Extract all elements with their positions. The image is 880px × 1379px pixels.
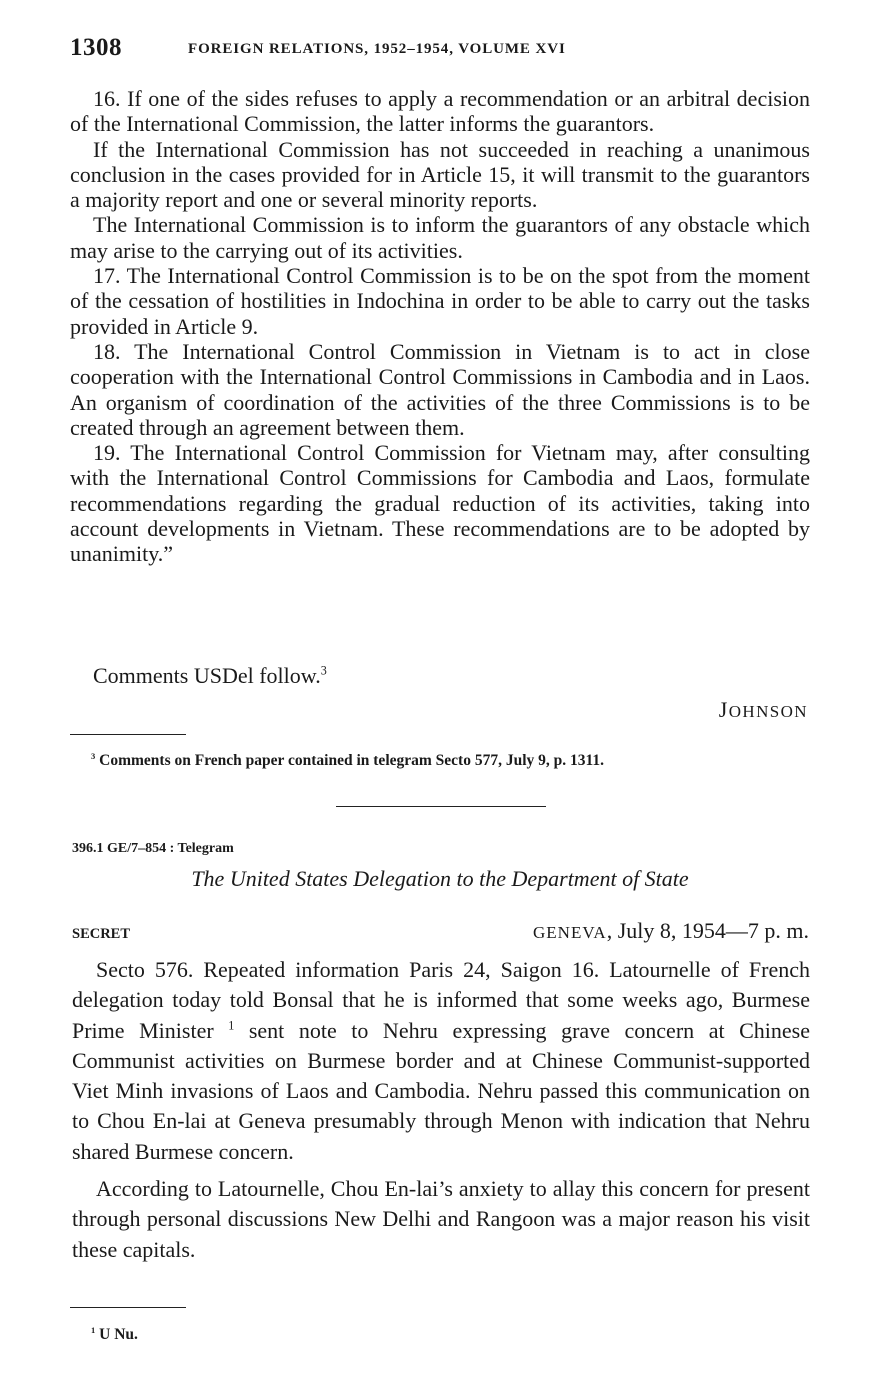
paragraph-16: 16. If one of the sides refuses to apply a recommendation or an arbitral decision of the International Commission, the latter informs the guarantors. [70, 86, 810, 137]
classification-label: SECRET [72, 926, 131, 942]
footnote-rule [70, 734, 186, 735]
footnote-3 [91, 752, 604, 770]
running-title: FOREIGN RELATIONS, 1952–1954, VOLUME XVI [188, 41, 566, 57]
paragraph-obstacle: The International Commission is to inform the guarantors of any obstacle which may arise to the carrying out of its activities. [70, 212, 810, 263]
page-number: 1308 [70, 34, 122, 61]
telegram-paragraph-1-end: sent note to Nehru expressing grave concern at Chinese Communist activities on Burmese border and at Chinese Communist-supported Viet Minh invasions of Laos and Cambodia. Nehru passed this communication on to Chou En-lai at Geneva presumably through Menon with indication that Nehru shared Burmese concern. [72, 1017, 811, 1164]
section-divider [336, 806, 546, 807]
footnote-3-text: Comments on French paper contained in telegram Secto 577, July 9, p. 1311. [99, 752, 605, 769]
paragraph-17: 17. The International Control Commission is to be on the spot from the moment of the cessation of hostilities in Indochina in order to be able to carry out the tasks provided in Article 9. [70, 263, 810, 339]
document-title: The United States Delegation to the Department of State [191, 866, 689, 891]
continued-text [70, 86, 810, 567]
footnote-ref-1: 1 [228, 1018, 235, 1033]
footnote-rule-2 [70, 1307, 186, 1308]
telegram-body [72, 955, 810, 1265]
footnote-ref-3: 3 [320, 663, 327, 678]
telegram-paragraph-1-start: Secto 576. Repeated information Paris 24, Saigon 16. Latournelle of French delegation today told Bonsal that he is informed that some weeks ago, Burmese Prime Minister [72, 957, 810, 1043]
paragraph-18: 18. The International Control Commission in Vietnam is to act in close cooperation with the International Control Commissions in Cambodia and in Laos. An organism of coordination of the activities of the three Commissions is to be created through an agreement between them. [70, 338, 810, 440]
comments-text: Comments USDel follow. [93, 663, 321, 688]
footnote-1 [91, 1326, 138, 1344]
telegram-paragraph-1 [72, 955, 810, 1167]
paragraph-unanimous: If the International Commission has not succeeded in reaching a unanimous conclusion in the cases provided for in Article 15, it will transmit to the guarantors a majority report and one or several minority reports. [70, 136, 810, 213]
dateline [533, 918, 809, 944]
paragraph-19: 19. The International Control Commission for Vietnam may, after consulting with the International Control Commissions for Cambodia and Laos, formulate recommendations regarding the gradual reduction of its activities, taking into account developments in Vietnam. These recommendations are to be adopted by unanimity.” [70, 440, 810, 567]
footnote-1-mark: 1 [91, 1324, 96, 1335]
footnote-3-mark: 3 [91, 750, 96, 761]
telegram-paragraph-2: According to Latournelle, Chou En-lai’s anxiety to allay this concern for present through personal discussions New Delhi and Rangoon was a major reason his visit these capitals. [72, 1176, 810, 1262]
comments-line [93, 663, 327, 689]
signature: JOHNSON [718, 697, 808, 722]
file-reference: 396.1 GE/7–854 : Telegram [72, 841, 234, 856]
dateline-place: GENEVA [533, 923, 607, 942]
running-head [70, 34, 810, 64]
dateline-date: , July 8, 1954—7 p. m. [606, 918, 809, 943]
footnote-1-text: U Nu. [99, 1326, 138, 1343]
